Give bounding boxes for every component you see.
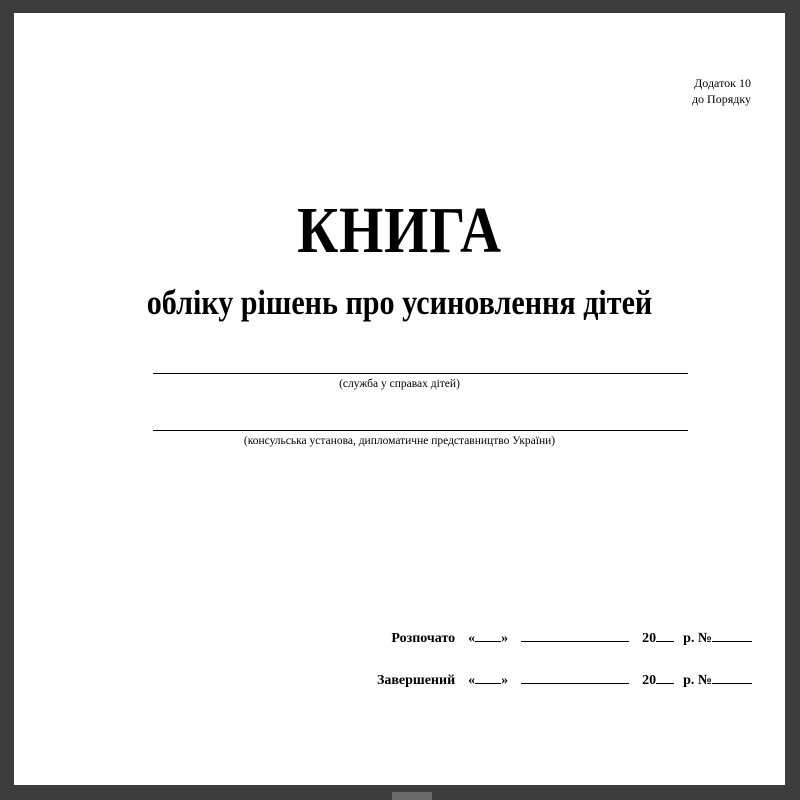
consulate-fill-line (153, 430, 688, 431)
finished-open-quote: « (468, 673, 476, 688)
finished-number-blank (712, 669, 752, 684)
started-number-blank (712, 627, 752, 642)
document-page (14, 13, 785, 785)
finished-year-prefix: 20 (642, 673, 657, 688)
appendix-line-1: Додаток 10 (694, 76, 751, 90)
appendix-note (692, 75, 751, 107)
finished-label: Завершений (376, 673, 456, 688)
finished-year-suffix: р. № (683, 673, 712, 688)
started-year-prefix: 20 (642, 631, 657, 646)
consulate-caption: (консульська установа, дипломатичне представництво України) (243, 435, 556, 447)
finished-day-blank (475, 669, 501, 684)
started-open-quote: « (468, 631, 476, 646)
finished-row (377, 669, 752, 690)
started-row (391, 627, 752, 648)
started-year-suffix: р. № (683, 631, 712, 646)
started-month-blank (521, 627, 629, 642)
finished-month-blank (521, 669, 629, 684)
started-day-blank (475, 627, 501, 642)
started-close-quote: » (501, 631, 509, 646)
service-fill-line (153, 373, 688, 374)
scroll-indicator[interactable] (392, 792, 432, 800)
service-caption: (служба у справах дітей) (339, 378, 460, 390)
book-title: КНИГА (297, 194, 502, 267)
started-label: Розпочато (391, 631, 456, 646)
started-year-blank (656, 627, 674, 642)
finished-year-blank (656, 669, 674, 684)
finished-close-quote: » (501, 673, 509, 688)
book-subtitle: обліку рішень про усиновлення дітей (146, 283, 653, 322)
appendix-line-2: до Порядку (691, 92, 751, 106)
